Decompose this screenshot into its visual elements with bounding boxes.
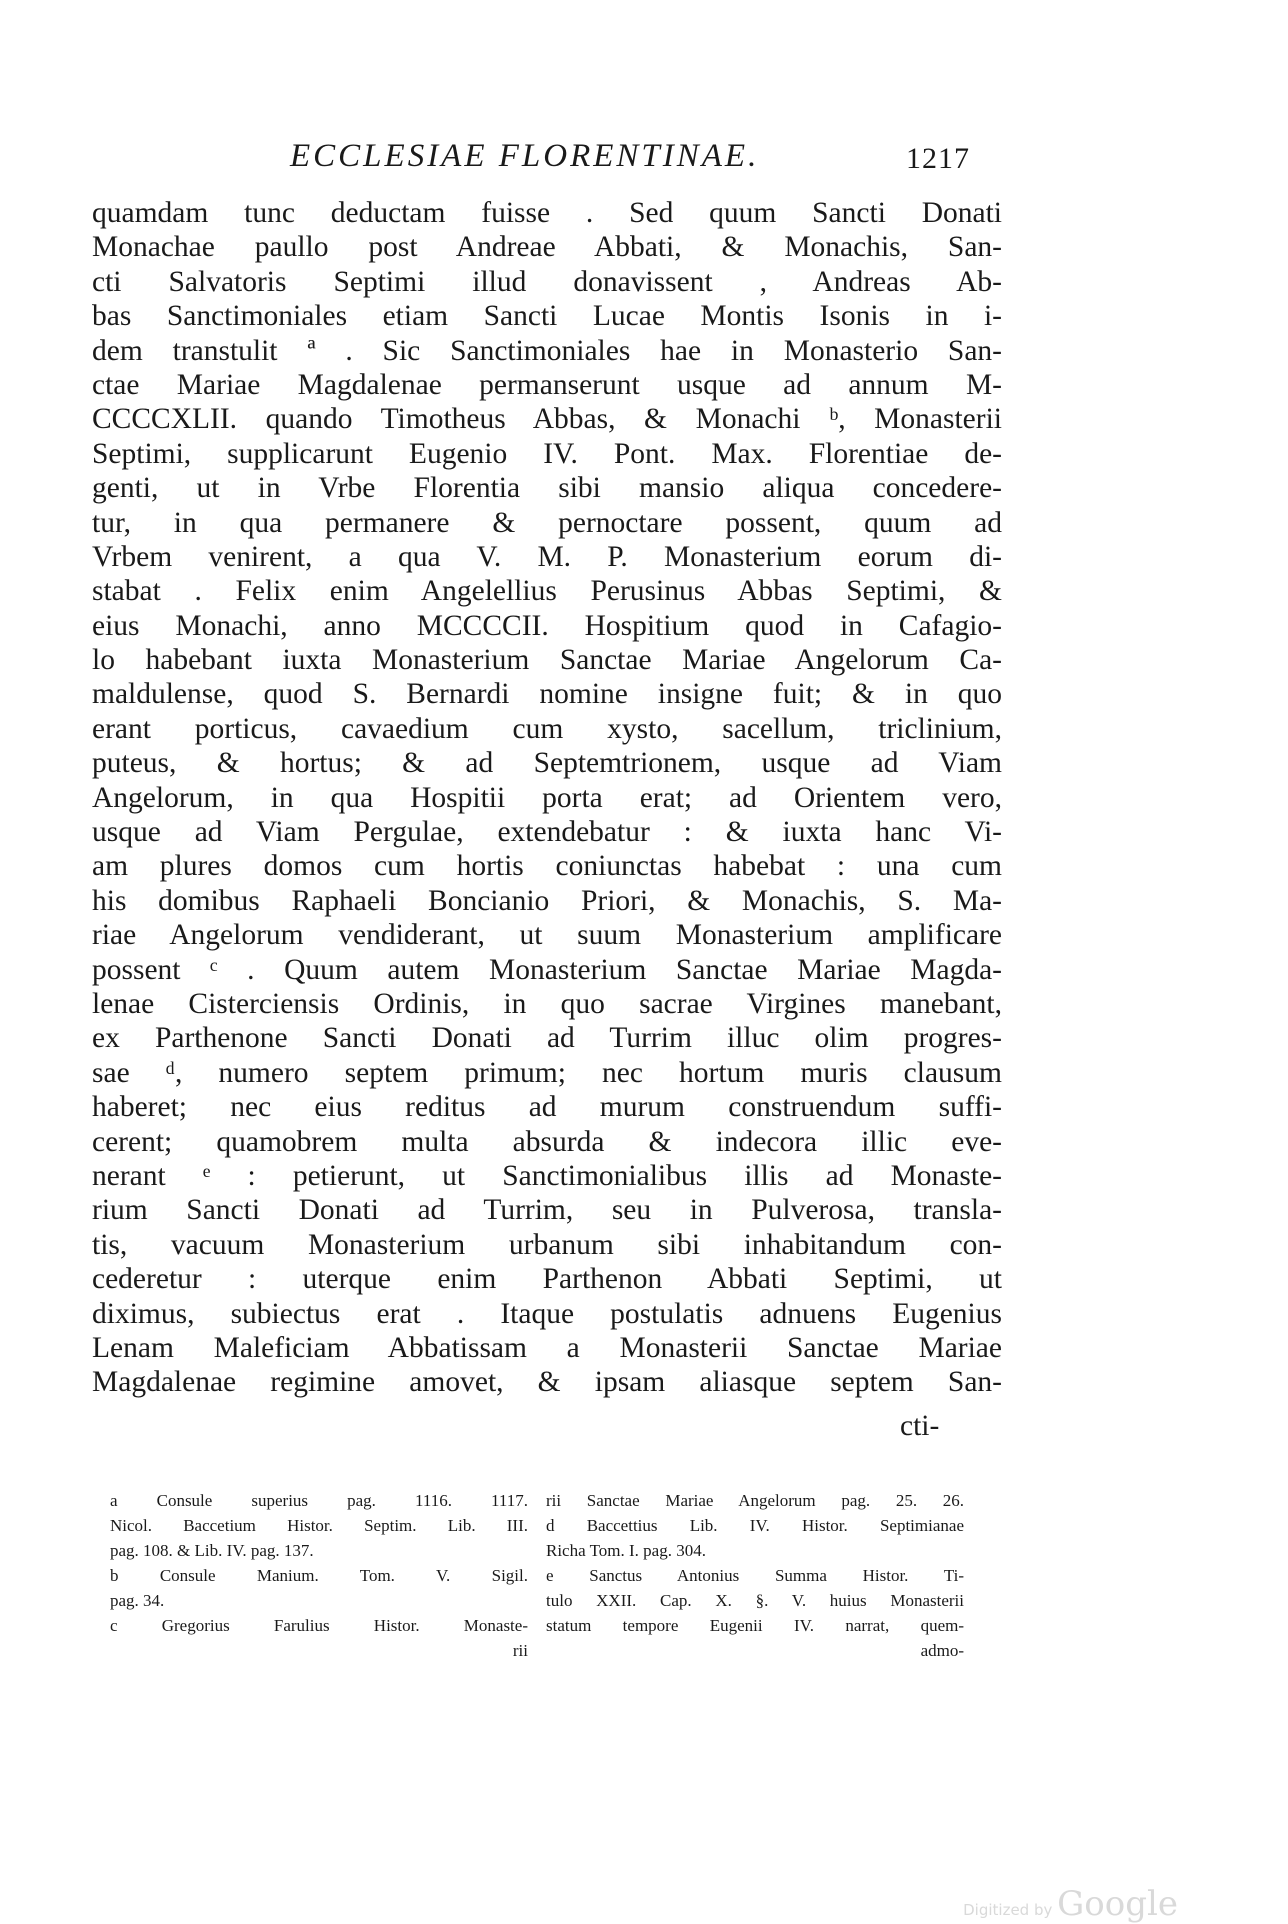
text-line: Lenam Maleficiam Abbatissam a Monasterii Sanctae Mariae — [92, 1331, 1002, 1364]
main-text-block — [92, 196, 1002, 1400]
text-line: diximus, subiectus erat . Itaque postulatis adnuens Eugenius — [92, 1297, 1002, 1330]
footnote-line: admo- — [920, 1641, 964, 1660]
footnote-line: c Gregorius Farulius Histor. Monaste- — [110, 1616, 528, 1635]
running-header — [290, 138, 990, 188]
text-line: CCCCXLII. quando Timotheus Abbas, & Monachi ᵇ, Monasterii — [92, 403, 1002, 436]
footnote-line: e Sanctus Antonius Summa Histor. Ti- — [546, 1566, 964, 1585]
footnote-line: Richa Tom. I. pag. 304. — [546, 1541, 706, 1560]
text-line: am plures domos cum hortis coniunctas habebat : una cum — [92, 850, 1002, 883]
footnote-line: b Consule Manium. Tom. V. Sigil. — [110, 1566, 528, 1585]
page-number: 1217 — [906, 142, 970, 175]
text-line: nerant ᵉ : petierunt, ut Sanctimonialibus illis ad Monaste- — [92, 1159, 1002, 1192]
text-line: eius Monachi, anno MCCCCII. Hospitium quod in Cafagio- — [92, 609, 1002, 642]
text-line: rium Sancti Donati ad Turrim, seu in Pulverosa, transla- — [92, 1194, 1002, 1227]
text-line: his domibus Raphaeli Boncianio Priori, & Monachis, S. Ma- — [92, 884, 1002, 917]
text-line: possent ᶜ . Quum autem Monasterium Sanctae Mariae Magda- — [92, 953, 1002, 986]
text-line: ctae Mariae Magdalenae permanserunt usque ad annum M- — [92, 368, 1002, 401]
text-line: lo habebant iuxta Monasterium Sanctae Mariae Angelorum Ca- — [92, 644, 1002, 677]
text-line: cederetur : uterque enim Parthenon Abbati Septimi, ut — [92, 1263, 1002, 1296]
text-line: stabat . Felix enim Angelellius Perusinus Abbas Septimi, & — [92, 575, 1002, 608]
footnotes-right-column — [546, 1488, 964, 1663]
footnote-line: Nicol. Baccetium Histor. Septim. Lib. III. — [110, 1516, 528, 1535]
text-line: tur, in qua permanere & pernoctare possent, quum ad — [92, 506, 1002, 539]
footnote-line: a Consule superius pag. 1116. 1117. — [110, 1491, 528, 1510]
footnotes — [110, 1488, 1000, 1658]
text-line: genti, ut in Vrbe Florentia sibi mansio aliqua concedere- — [92, 472, 1002, 505]
text-line: quamdam tunc deductam fuisse . Sed quum Sancti Donati — [92, 197, 1002, 229]
text-line: erant porticus, cavaedium cum xysto, sacellum, triclinium, — [92, 712, 1002, 745]
text-line: riae Angelorum vendiderant, ut suum Monasterium amplificare — [92, 919, 1002, 952]
running-title: ECCLESIAE FLORENTINAE. — [290, 138, 760, 174]
text-line: ex Parthenone Sancti Donati ad Turrim illuc olim progres- — [92, 1022, 1002, 1055]
text-line: tis, vacuum Monasterium urbanum sibi inhabitandum con- — [92, 1228, 1002, 1261]
text-line: Monachae paullo post Andreae Abbati, & Monachis, San- — [92, 231, 1002, 264]
footnote-line: rii Sanctae Mariae Angelorum pag. 25. 26. — [546, 1491, 964, 1510]
text-line: puteus, & hortus; & ad Septemtrionem, usque ad Viam — [92, 747, 1002, 780]
text-line: lenae Cisterciensis Ordinis, in quo sacrae Virgines manebant, — [92, 987, 1002, 1020]
footnote-line: d Baccettius Lib. IV. Histor. Septimianae — [546, 1516, 964, 1535]
text-line: dem transtulit ª . Sic Sanctimoniales hae in Monasterio San- — [92, 334, 1002, 367]
footnote-line: rii — [512, 1641, 528, 1660]
text-line: bas Sanctimoniales etiam Sancti Lucae Montis Isonis in i- — [92, 300, 1002, 333]
watermark-prefix: Digitized by — [963, 1901, 1053, 1919]
text-line: cerent; quamobrem multa absurda & indecora illic eve- — [92, 1125, 1002, 1158]
text-line: Angelorum, in qua Hospitii porta erat; ad Orientem vero, — [92, 781, 1002, 814]
text-line: haberet; nec eius reditus ad murum construendum suffi- — [92, 1091, 1002, 1124]
footnote-line: statum tempore Eugenii IV. narrat, quem- — [546, 1616, 964, 1635]
text-line: sae ᵈ, numero septem primum; nec hortum muris clausum — [92, 1056, 1002, 1089]
text-line: Vrbem venirent, a qua V. M. P. Monasterium eorum di- — [92, 540, 1002, 573]
digitization-watermark — [963, 1884, 1178, 1924]
catchword: cti- — [900, 1410, 940, 1442]
text-line: maldulense, quod S. Bernardi nomine insigne fuit; & in quo — [92, 678, 1002, 711]
text-line: Magdalenae regimine amovet, & ipsam aliasque septem San- — [92, 1366, 1002, 1399]
footnote-line: pag. 108. & Lib. IV. pag. 137. — [110, 1541, 314, 1560]
google-logo: Google — [1057, 1884, 1178, 1924]
footnote-line: tulo XXII. Cap. X. §. V. huius Monasterii — [546, 1591, 964, 1610]
text-line: cti Salvatoris Septimi illud donavissent , Andreas Ab- — [92, 265, 1002, 298]
text-line: usque ad Viam Pergulae, extendebatur : & iuxta hanc Vi- — [92, 816, 1002, 849]
text-line: Septimi, supplicarunt Eugenio IV. Pont. Max. Florentiae de- — [92, 437, 1002, 470]
footnote-line: pag. 34. — [110, 1591, 165, 1610]
footnotes-left-column — [110, 1488, 528, 1663]
